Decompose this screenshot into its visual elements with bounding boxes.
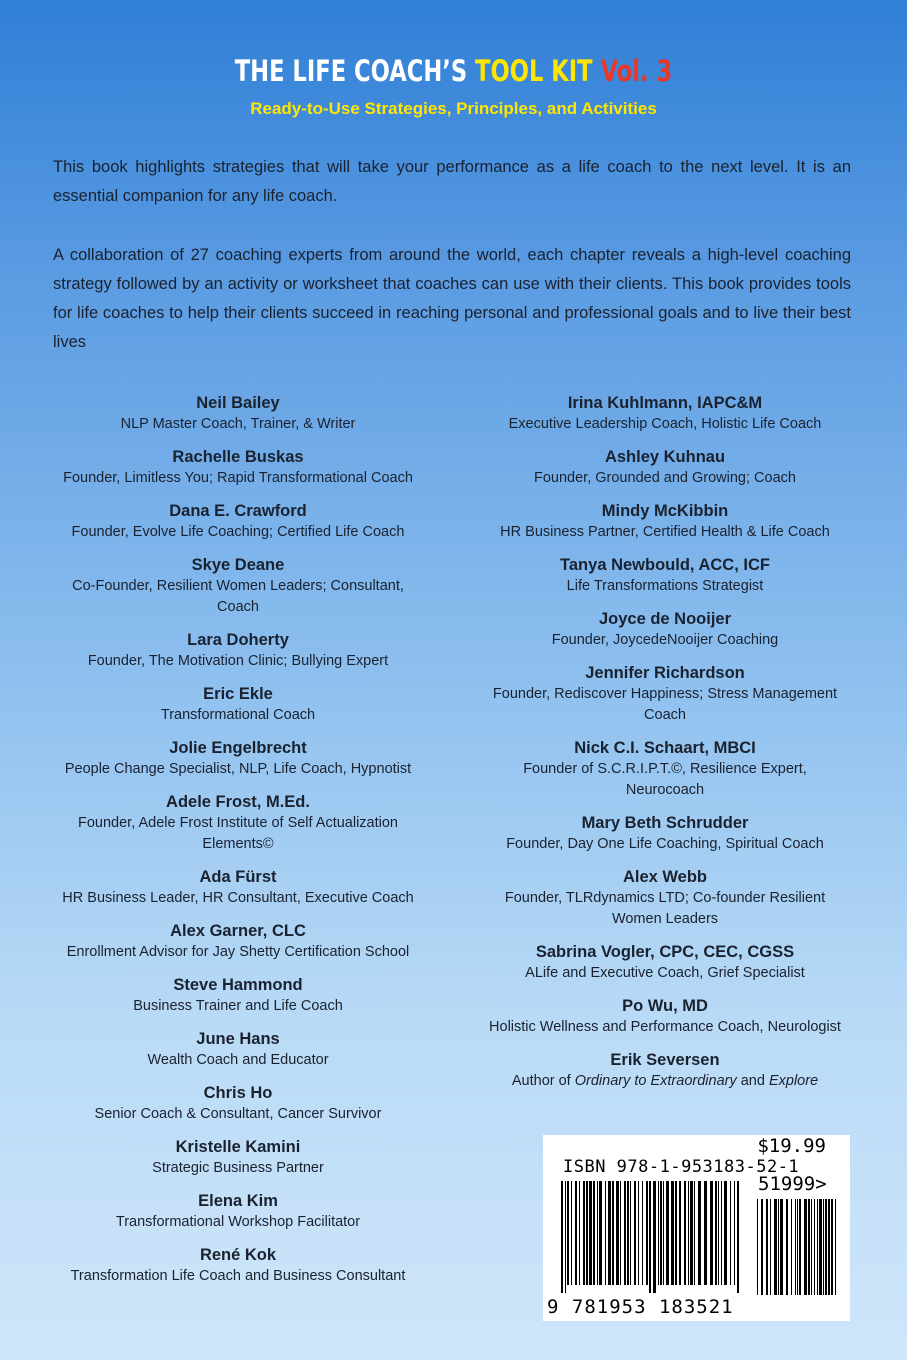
contributor-name: Joyce de Nooijer <box>598 610 732 628</box>
barcode-bar <box>786 1199 788 1295</box>
barcode-bar <box>757 1199 758 1295</box>
contributor-role: Transformational Workshop Facilitator <box>115 1214 361 1230</box>
contributor-name: Dana E. Crawford <box>169 502 307 520</box>
contributor-role: Enrollment Advisor for Jay Shetty Certification School <box>66 944 410 960</box>
contributor-role: Strategic Business Partner <box>152 1160 324 1176</box>
barcode-bar <box>688 1181 689 1285</box>
contributor-name: Irina Kuhlmann, IAPC&M <box>567 394 763 412</box>
contributor-name: Chris Ho <box>203 1084 273 1102</box>
contributor-name: Jennifer Richardson <box>585 664 745 682</box>
contributor-entry <box>455 554 875 597</box>
barcode-bar <box>642 1181 643 1285</box>
contributor-entry <box>28 554 448 618</box>
barcode-bar <box>825 1199 827 1295</box>
barcode-bar <box>817 1199 818 1295</box>
contributor-name: Sabrina Vogler, CPC, CEC, CGSS <box>535 943 795 961</box>
barcode-bar <box>774 1199 777 1295</box>
contributor-entry <box>455 737 875 801</box>
contributor-role: Founder, Limitless You; Rapid Transformational Coach <box>63 470 413 486</box>
contributors-left-column <box>28 392 448 1298</box>
barcode-bar <box>811 1199 812 1295</box>
barcode-bar <box>612 1181 614 1285</box>
barcode-bar <box>730 1181 731 1285</box>
contributor-entry <box>28 974 448 1017</box>
barcode-bar <box>828 1199 830 1295</box>
contributor-role: Founder of S.C.R.I.P.T.©, Resilience Expert, Neurocoach <box>523 761 807 798</box>
contributor-name: Ashley Kuhnau <box>604 448 726 466</box>
barcode-bar <box>597 1181 598 1285</box>
contributor-role: Founder, Evolve Life Coaching; Certified Life Coach <box>71 524 405 540</box>
barcode-bar <box>675 1181 677 1285</box>
book-title-1: Ordinary to Extraordinary <box>574 1073 737 1089</box>
barcode-bar <box>808 1199 810 1295</box>
contributor-name: June Hans <box>196 1030 280 1048</box>
contributor-entry <box>28 791 448 855</box>
contributors-right-column <box>455 392 875 1103</box>
contributor-entry <box>455 446 875 489</box>
contributor-entry <box>28 737 448 780</box>
barcode-bar <box>795 1199 796 1295</box>
contributor-entry <box>455 392 875 435</box>
contributor-role: Founder, Grounded and Growing; Coach <box>534 470 796 486</box>
contributor-role: Holistic Wellness and Performance Coach, Neurologist <box>489 1019 841 1035</box>
barcode-bar <box>565 1181 566 1293</box>
contributor-entry <box>28 1244 448 1287</box>
barcode-bar <box>579 1181 580 1285</box>
barcode-bar <box>620 1181 621 1285</box>
barcode-bar <box>724 1181 727 1285</box>
barcode-bar <box>791 1199 792 1295</box>
barcode-bar <box>761 1199 763 1295</box>
barcode-bar <box>679 1181 681 1285</box>
contributor-role: Founder, Rediscover Happiness; Stress Management Coach <box>492 686 838 723</box>
barcode-bar <box>658 1181 659 1285</box>
contributor-entry <box>28 920 448 963</box>
contributor-name: Mary Beth Schrudder <box>581 814 749 832</box>
contributor-name: Tanya Newbould, ACC, ICF <box>560 556 770 574</box>
barcode-bar <box>799 1199 801 1295</box>
contributor-entry <box>28 1190 448 1233</box>
title-volume: Vol. 3 <box>600 54 673 88</box>
barcode-bar <box>715 1181 717 1285</box>
contributor-entry <box>455 1049 875 1092</box>
barcode-bar <box>780 1199 783 1295</box>
title-part-1: THE LIFE COACH’S <box>234 54 476 88</box>
contributor-entry <box>455 941 875 984</box>
barcode-bar <box>649 1181 651 1293</box>
barcode-bar <box>835 1199 836 1295</box>
contributor-entry <box>455 812 875 855</box>
contributor-name: Skye Deane <box>191 556 285 574</box>
barcode-bar <box>718 1181 719 1285</box>
barcode-bar <box>571 1181 572 1285</box>
barcode-bar <box>797 1199 798 1295</box>
description-paragraph-1: This book highlights strategies that will take your performance as a life coach to the next level. It is an essential companion for any life coach. <box>53 158 851 205</box>
barcode-bar <box>690 1181 693 1285</box>
barcode-bar <box>583 1181 585 1285</box>
barcode-bar <box>831 1199 833 1295</box>
barcode-bar <box>561 1181 563 1293</box>
contributor-role: Founder, TLRdynamics LTD; Co-founder Resilient Women Leaders <box>504 890 826 927</box>
barcode-bar <box>646 1181 648 1285</box>
barcode-bar <box>663 1181 664 1285</box>
contributor-entry <box>28 392 448 435</box>
barcode-bar <box>589 1181 592 1285</box>
barcode-bar <box>694 1181 695 1285</box>
barcode-bar <box>627 1181 629 1285</box>
contributor-name: Lara Doherty <box>187 631 289 649</box>
contributor-role: Founder, JoycedeNooijer Coaching <box>551 632 779 648</box>
contributor-name: Po Wu, MD <box>622 997 708 1015</box>
book-subtitle: Ready-to-Use Strategies, Principles, and Activities <box>250 99 657 118</box>
contributor-name: Elena Kim <box>198 1192 278 1210</box>
book-title <box>100 54 807 88</box>
contributor-entry <box>455 500 875 543</box>
contributor-role: NLP Master Coach, Trainer, & Writer <box>120 416 356 432</box>
barcode-bar <box>698 1181 701 1285</box>
contributor-entry <box>28 1136 448 1179</box>
contributor-name: Mindy McKibbin <box>601 502 729 520</box>
contributor-name: René Kok <box>199 1246 277 1264</box>
barcode-bar <box>704 1181 707 1285</box>
barcode-bar <box>734 1181 735 1285</box>
barcode-bars <box>561 1179 841 1299</box>
contributor-entry <box>28 446 448 489</box>
contributor-name: Alex Webb <box>622 868 708 886</box>
contributor-role: Founder, The Motivation Clinic; Bullying Expert <box>87 653 389 669</box>
contributor-role: Life Transformations Strategist <box>566 578 764 594</box>
contributor-name: Ada Fürst <box>199 868 277 886</box>
contributor-entry <box>28 1028 448 1071</box>
contributor-name: Alex Garner, CLC <box>170 922 306 940</box>
contributor-role: Business Trainer and Life Coach <box>133 998 343 1014</box>
contributor-role: Senior Coach & Consultant, Cancer Survivor <box>94 1106 382 1122</box>
contributor-name: Erik Seversen <box>610 1051 720 1069</box>
contributor-role: Executive Leadership Coach, Holistic Life Coach <box>508 416 822 432</box>
contributor-entry <box>455 995 875 1038</box>
contributor-role: Transformational Coach <box>160 707 316 723</box>
barcode-bar <box>710 1181 713 1285</box>
barcode-bar <box>624 1181 626 1285</box>
role-prefix: Author of <box>511 1073 575 1089</box>
barcode-bar <box>593 1181 595 1285</box>
isbn-digits: 9 781953 183521 <box>547 1296 734 1318</box>
contributor-name: Adele Frost, M.Ed. <box>166 793 310 811</box>
barcode-bar <box>605 1181 606 1285</box>
price-label: $19.99 <box>757 1135 826 1157</box>
contributor-name: Rachelle Buskas <box>172 448 304 466</box>
contributor-name: Neil Bailey <box>196 394 280 412</box>
barcode-bar <box>599 1181 602 1285</box>
barcode-bar <box>823 1199 824 1295</box>
addon-code: 51999> <box>758 1173 827 1195</box>
barcode-bar <box>684 1181 686 1285</box>
barcode-bar <box>660 1181 662 1285</box>
contributor-role: Founder, Adele Frost Institute of Self Actualization Elements© <box>78 815 398 852</box>
book-title-2: Explore <box>768 1073 819 1089</box>
contributor-role: HR Business Partner, Certified Health & Life Coach <box>500 524 830 540</box>
contributor-role: Founder, Day One Life Coaching, Spiritual Coach <box>506 836 824 852</box>
barcode-bar <box>770 1199 771 1295</box>
barcode-bar <box>634 1181 636 1285</box>
contributor-name: Steve Hammond <box>173 976 303 994</box>
contributor-role: Wealth Coach and Educator <box>147 1052 329 1068</box>
contributor-name: Nick C.I. Schaart, MBCI <box>574 739 756 757</box>
barcode-bar <box>666 1181 669 1285</box>
contributor-entry <box>28 500 448 543</box>
isbn-label: ISBN 978-1-953183-52-1 <box>563 1157 800 1177</box>
contributor-entry <box>28 1082 448 1125</box>
contributor-name: Eric Ekle <box>203 685 273 703</box>
barcode-bar <box>721 1181 722 1285</box>
barcode-bar <box>586 1181 588 1285</box>
contributor-entry <box>455 866 875 930</box>
contributor-name: Kristelle Kamini <box>175 1138 301 1156</box>
barcode-bar <box>638 1181 639 1285</box>
contributor-role: Transformation Life Coach and Business Consultant <box>70 1268 406 1284</box>
barcode-bar <box>616 1181 619 1285</box>
barcode-bar <box>814 1199 815 1295</box>
contributor-role: People Change Specialist, NLP, Life Coach, Hypnotist <box>64 761 412 777</box>
contributor-entry <box>28 683 448 726</box>
barcode-bar <box>819 1199 822 1295</box>
barcode-bar <box>671 1181 674 1285</box>
barcode-bar <box>653 1181 656 1293</box>
isbn-barcode <box>543 1135 850 1321</box>
contributor-role: ALife and Executive Coach, Grief Specialist <box>525 965 805 981</box>
barcode-bar <box>575 1181 577 1285</box>
contributor-role: HR Business Leader, HR Consultant, Executive Coach <box>62 890 414 906</box>
barcode-bar <box>778 1199 779 1295</box>
barcode-bar <box>630 1181 631 1285</box>
role-mid: and <box>736 1073 769 1089</box>
description-paragraph-2: A collaboration of 27 coaching experts from around the world, each chapter reveals a high-level coaching strategy followed by an activity or worksheet that coaches can use with their clients. This book provides tools for life coaches to help their clients succeed in reaching personal and professional goals and to live their best lives <box>53 246 851 351</box>
contributor-entry <box>455 662 875 726</box>
contributor-entry <box>28 629 448 672</box>
title-part-2: TOOL KIT <box>475 54 601 88</box>
contributor-name: Jolie Engelbrecht <box>169 739 307 757</box>
contributor-entry <box>28 866 448 909</box>
contributor-role <box>455 1071 875 1092</box>
contributor-entry <box>455 608 875 651</box>
barcode-bar <box>804 1199 807 1295</box>
contributor-role: Co-Founder, Resilient Women Leaders; Consultant, Coach <box>72 578 404 615</box>
barcode-bar <box>737 1181 739 1293</box>
barcode-bar <box>608 1181 611 1285</box>
barcode-bar <box>567 1181 569 1285</box>
barcode-bar <box>766 1199 768 1295</box>
